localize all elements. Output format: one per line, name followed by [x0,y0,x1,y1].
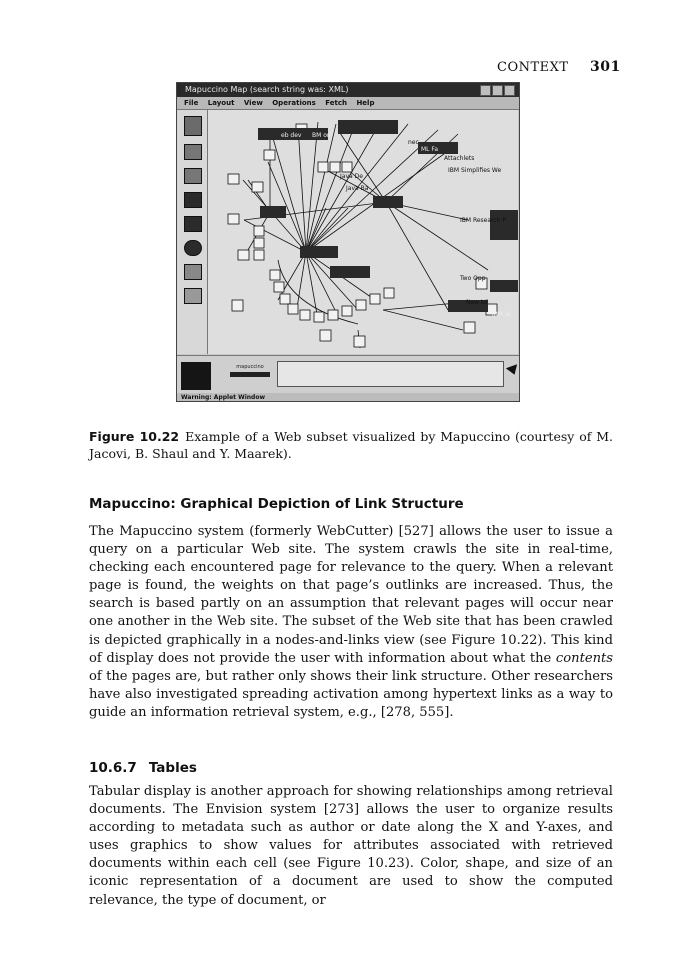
node-label-new-to: New to [466,299,488,306]
figure-overview-thumbnail [181,362,211,390]
figure-caption-label: Figure 10.22 [89,429,180,444]
figure-menu-fetch: Fetch [325,99,347,107]
node-label-web-dev: eb dev [281,132,302,139]
person-icon [184,264,202,280]
node-label-two-opp: Two Opp [460,275,486,282]
figure-menu-help: Help [356,99,375,107]
figure-menu-view: View [243,99,263,107]
node-label-nec: nec [408,139,419,146]
pointer-arrow-icon [506,364,520,377]
node-label-ibm: BM on [312,132,331,139]
navigate-icon [184,240,202,256]
figure-bottom-panel [177,355,519,402]
figure-status-bar: Warning: Applet Window [177,393,519,402]
paragraph-tables: Tabular display is another approach for showing relationships among retrieval documents. The Envision system [273] allows the user to organize results according to metadata such as author or date along the X and Y-axes, and uses graphics to show values for attributes associated with retrieved documents within each cell (see Figure 10.23). Color, shape, and size of an iconic representation of a document are used to show the computed relevance, the type of document, or [89,784,613,908]
mapuccino-logo [227,364,273,388]
node-label-attachlets: Attachlets [444,155,475,162]
graph-node-labels [281,132,511,318]
grid-icon [184,192,202,208]
node-label-ml-fa: ML Fa [421,146,439,153]
running-head [497,59,621,75]
figure-scroll-area [277,361,504,387]
paragraph-mapuccino-part1: The Mapuccino system (formerly WebCutter) [527] allows the user to issue a query on a particular Web site. The system crawls the site in real-time, checking each encountered page for relevance to the query. When a relevant page is found, the weights on that page’s outlinks are increased. Thus, the search is based partly on an assumption that relevant pages will occur near one another in the Web site. The subset of the Web site that has been crawled is depicted graphically in a nodes-and-links view (see Figure 10.22). This kind of display does not provide the user with information about what the [89,524,613,666]
section-title: Tables [148,760,197,776]
paragraph-mapuccino [89,523,613,722]
section-heading-mapuccino: Mapuccino: Graphical Depiction of Link Structure [89,496,464,512]
figure-window-titlebar [177,83,519,97]
running-head-title: CONTEXT [497,60,569,75]
node-label-java-ba: Java Ba [346,185,369,192]
figure-mapuccino-screenshot [176,82,520,402]
figure-menu-layout: Layout [207,99,235,107]
figure-toolbar [177,110,208,354]
figure-link-graph [208,110,518,354]
tree-icon [184,144,202,160]
node-label-ibm-research: IBM Research P [460,217,507,224]
close-icon [504,85,515,96]
mapuccino-logo-text: mapuccino [236,364,264,370]
node-label-ibm-al: IBM al [492,311,511,318]
paragraph-mapuccino-emphasis: contents [555,650,613,666]
node-label-java-de: Java De [340,173,363,180]
layout-icon [184,288,202,304]
node-label-ibm-simplifies: IBM Simplifies We [448,167,502,174]
figure-caption-text: Example of a Web subset visualized by Mapuccino (courtesy of M. Jacovi, B. Shaul and Y. Maarek). [89,429,613,461]
section-heading-tables [89,760,197,776]
figure-caption [89,428,613,462]
maximize-icon [492,85,503,96]
figure-window-title: Mapuccino Map (search string was: XML) [185,85,349,94]
section-number: 10.6.7 [89,760,137,776]
figure-menu-operations: Operations [272,99,316,107]
scatter-icon [184,168,202,184]
list-icon [184,116,202,136]
minimize-icon [480,85,491,96]
paragraph-mapuccino-part2: of the pages are, but rather only shows their link structure. Other researchers have also investigated spreading activation among hypertext links as a way to guide an information retrieval system, e.g., [278, 555]. [89,668,613,720]
figure-graph-canvas [208,110,518,354]
figure-menu-file: File [184,99,199,107]
figure-window-buttons [471,85,515,95]
page-number: 301 [590,59,621,75]
zoom-icon [184,216,202,232]
figure-menubar [177,97,519,110]
